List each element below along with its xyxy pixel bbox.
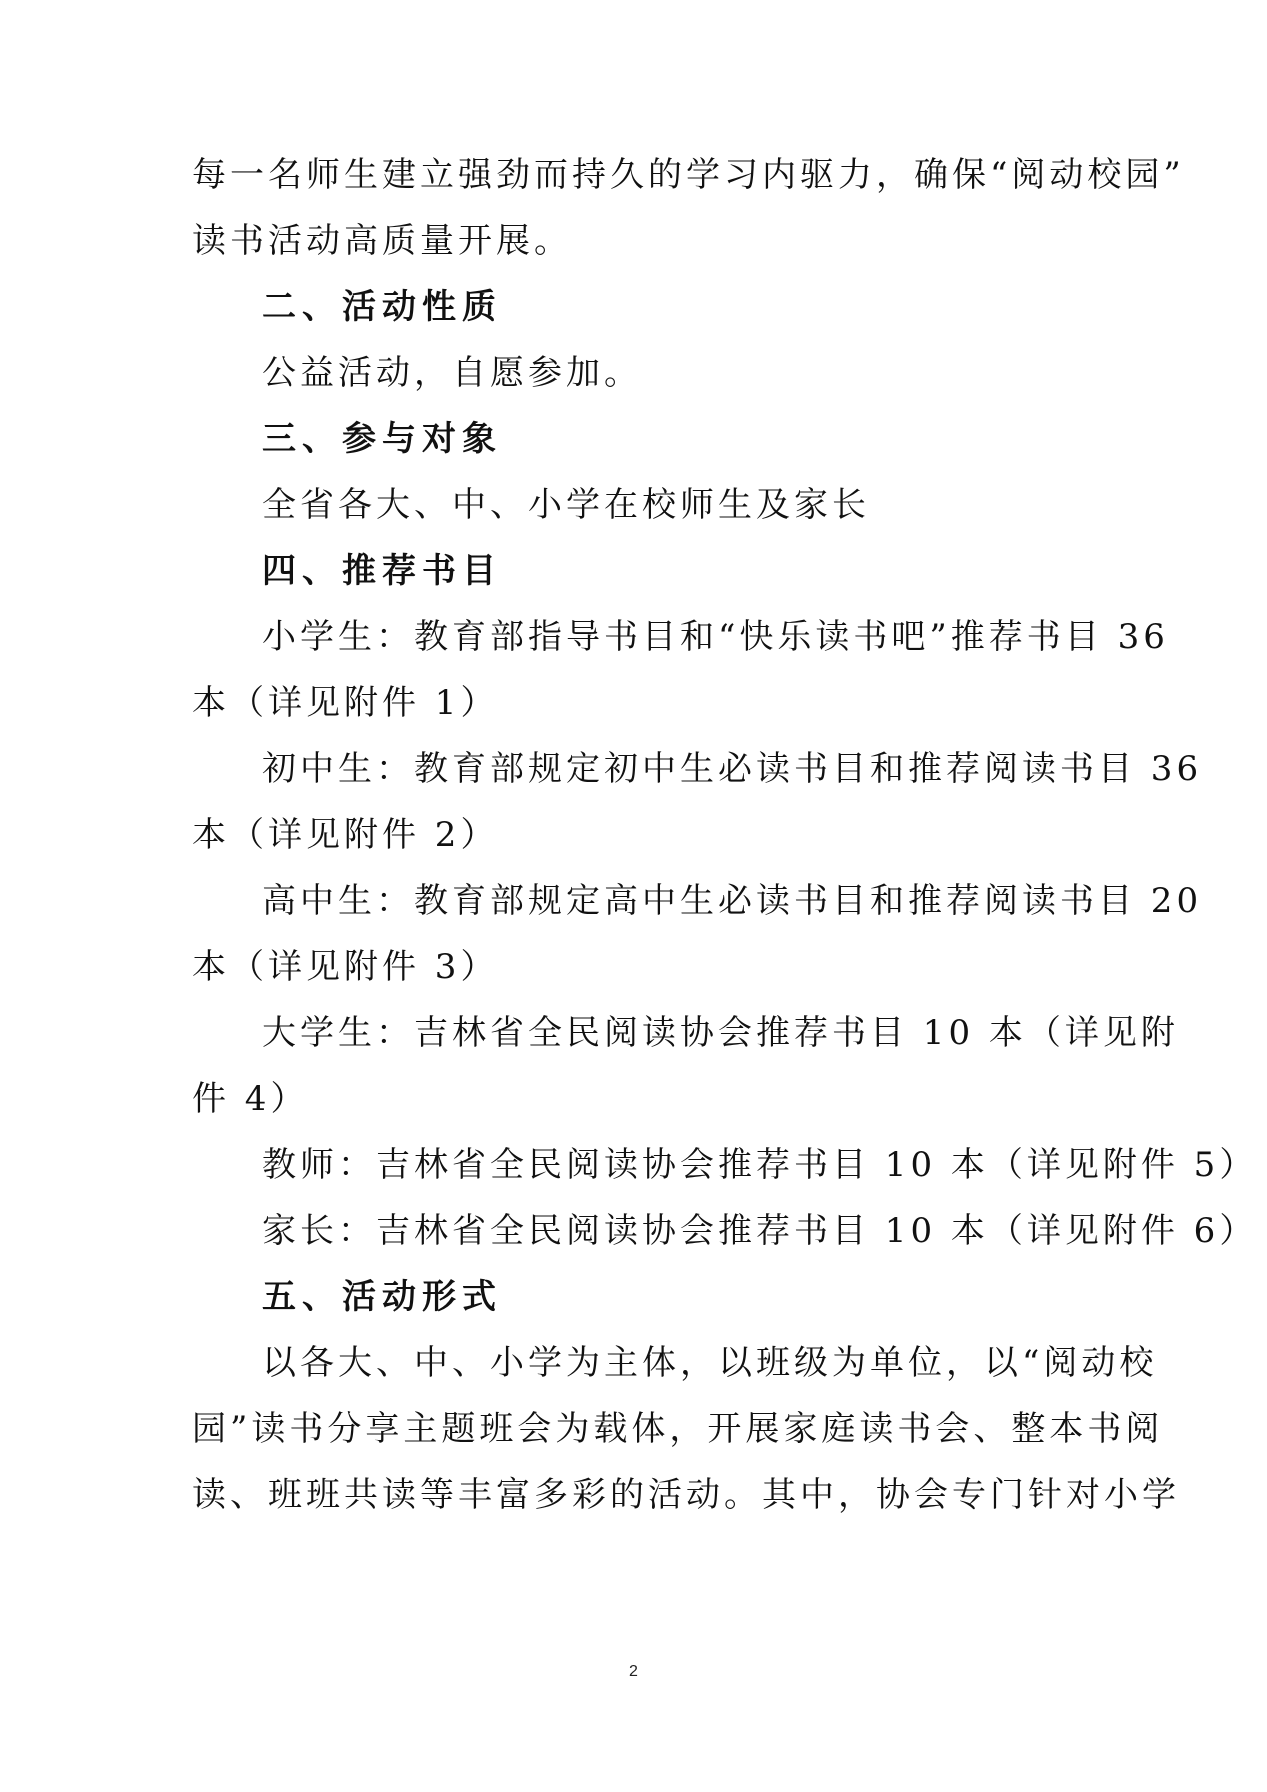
paragraph-line: 每一名师生建立强劲而持久的学习内驱力，确保“阅动校园” (192, 155, 1185, 195)
paragraph-line: 家长：吉林省全民阅读协会推荐书目 10 本（详见附件 6） (262, 1211, 1258, 1251)
paragraph-line: 全省各大、中、小学在校师生及家长 (262, 485, 870, 525)
paragraph-line: 园”读书分享主题班会为载体，开展家庭读书会、整本书阅 (192, 1409, 1164, 1449)
paragraph-line: 本（详见附件 3） (192, 947, 499, 987)
paragraph-line: 件 4） (192, 1079, 309, 1119)
paragraph-line: 大学生：吉林省全民阅读协会推荐书目 10 本（详见附 (262, 1013, 1179, 1053)
section-heading: 四、推荐书目 (262, 551, 502, 591)
page-number: 2 (629, 1663, 638, 1680)
paragraph-line: 本（详见附件 1） (192, 683, 499, 723)
section-heading: 五、活动形式 (262, 1277, 502, 1317)
paragraph-line: 读书活动高质量开展。 (192, 221, 572, 261)
paragraph-line: 读、班班共读等丰富多彩的活动。其中，协会专门针对小学 (192, 1475, 1180, 1515)
paragraph-line: 公益活动，自愿参加。 (262, 353, 642, 393)
section-heading: 二、活动性质 (262, 287, 502, 327)
paragraph-line: 教师：吉林省全民阅读协会推荐书目 10 本（详见附件 5） (262, 1145, 1258, 1185)
section-heading: 三、参与对象 (262, 419, 502, 459)
paragraph-line: 初中生：教育部规定初中生必读书目和推荐阅读书目 36 (262, 749, 1203, 789)
paragraph-line: 高中生：教育部规定高中生必读书目和推荐阅读书目 20 (262, 881, 1203, 921)
paragraph-line: 小学生：教育部指导书目和“快乐读书吧”推荐书目 36 (262, 617, 1169, 657)
paragraph-line: 本（详见附件 2） (192, 815, 499, 855)
paragraph-line: 以各大、中、小学为主体，以班级为单位，以“阅动校 (262, 1343, 1158, 1383)
